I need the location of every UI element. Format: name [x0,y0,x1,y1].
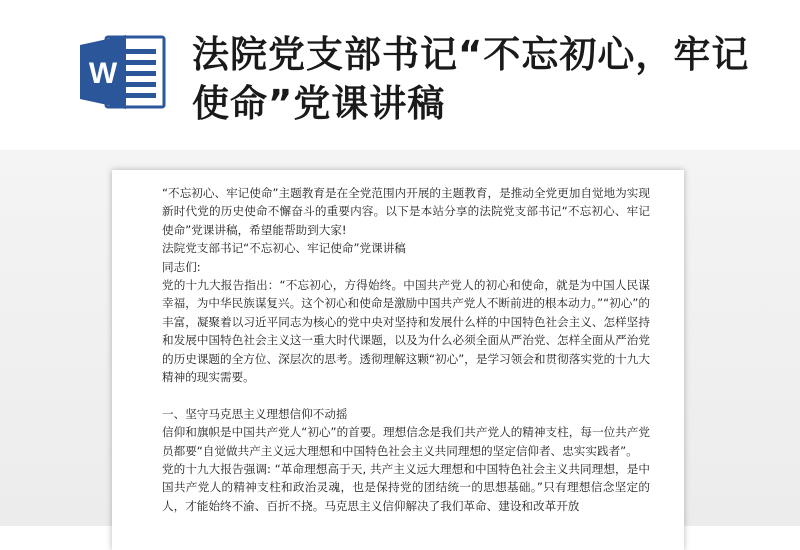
paragraph-faith: 信仰和旗帜是中国共产党人“初心”的首要。理想信念是我们共产党人的精神支柱，每一位共产党员都要“自觉做共产主义远大理想和中国特色社会主义共同理想的坚定信仰者、忠实实践者”。 [162,425,650,458]
blank-line [162,386,650,404]
page-title: 法院党支部书记“不忘初心，牢记使命”党课讲稿 [192,33,750,125]
word-icon [78,33,168,111]
word-icon-letter: W [88,57,118,90]
document-content [162,184,650,515]
paragraph-report: 党的十九大报告指出：“不忘初心，方得始终。中国共产党人的初心和使命，就是为中国人民谋幸福，为中华民族谋复兴。这个初心和使命是激励中国共产党人不断前进的根本动力。”“初心”的丰富，凝聚着以习近平同志为核心的党中央对坚持和发展什么样的中国特色社会主义、怎样坚持和发展中国特色社会主义这一重大时代课题，以及为什么必须全面从严治党、怎样全面从严治党的历史课题的全方位、深层次的思考。透彻理解这颗“初心”，是学习领会和贯彻落实党的十九大精神的现实需要。 [162,278,650,385]
paragraph-salutation: 同志们: [162,259,201,274]
section-heading-1: 一、坚守马克思主义理想信仰不动摇 [162,406,348,421]
document-page [112,170,684,550]
paragraph-doc-title: 法院党支部书记“不忘初心、牢记使命”党课讲稿 [162,241,406,256]
paragraph-report-emphasis: 党的十九大报告强调: “革命理想高于天, 共产主义远大理想和中国特色社会主义共同理想，是中国共产党人的精神支柱和政治灵魂，也是保持党的团结统一的思想基础。”只有理想信念坚定的人，才能始终不渝、百折不挠。马克思主义信仰解决了我们革命、建设和改革开放 [162,462,650,513]
header [0,0,800,150]
paragraph-intro: “不忘初心、牢记使命”主题教育是在全党范围内开展的主题教育，是推动全党更加自觉地为实现新时代党的历史使命不懈奋斗的重要内容。以下是本站分享的法院党支部书记“不忘初心、牢记使命”党课讲稿，希望能帮助到大家! [162,186,650,237]
